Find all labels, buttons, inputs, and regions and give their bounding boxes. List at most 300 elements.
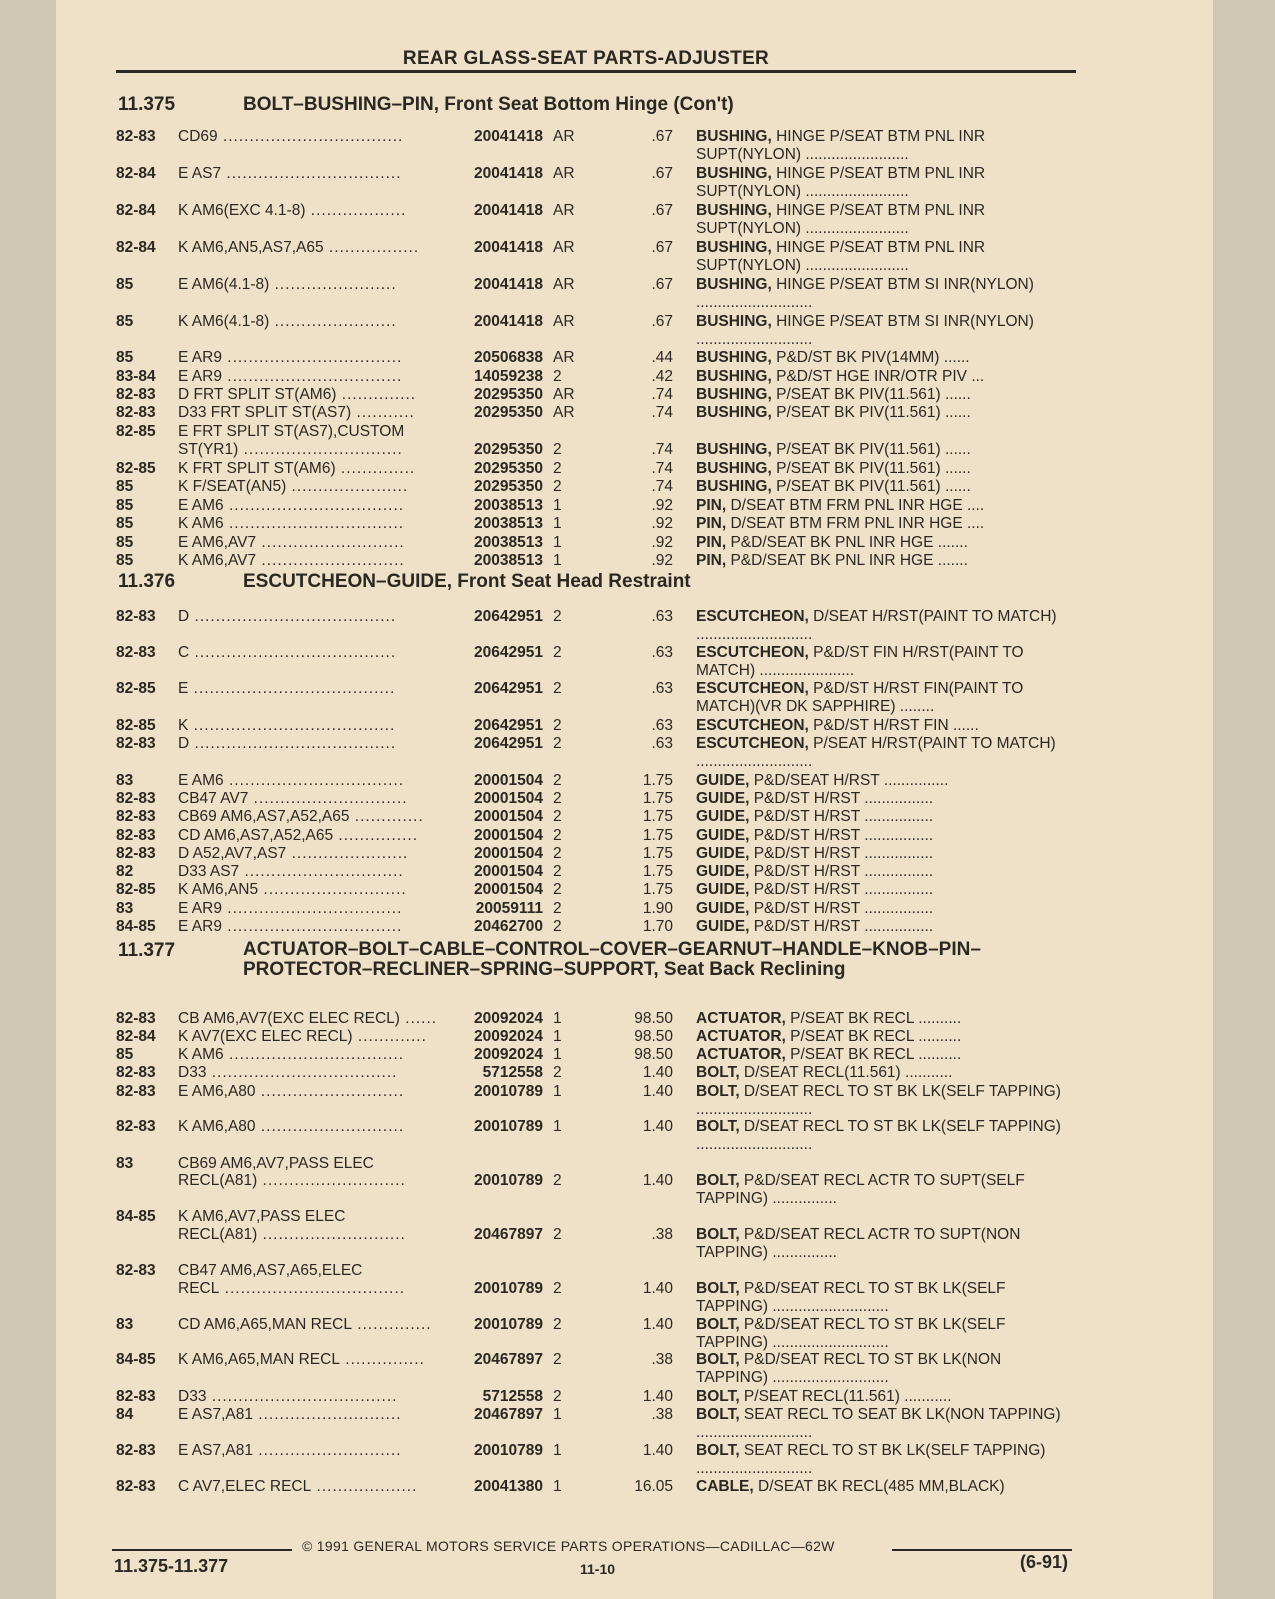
part-detail: P&D/ST H/RST ................ bbox=[749, 790, 934, 807]
part-number: 20041418 bbox=[474, 128, 543, 145]
model-cell bbox=[178, 534, 448, 552]
model-text: CB69 AM6,AS7,A52,A65 bbox=[178, 808, 350, 825]
price: .67 bbox=[651, 276, 673, 293]
section-heading bbox=[118, 571, 691, 593]
model-text: D33 FRT SPLIT ST(AS7) bbox=[178, 404, 352, 421]
part-number: 20059111 bbox=[475, 900, 543, 917]
part-name: GUIDE, bbox=[696, 772, 750, 789]
model-text: D33 bbox=[178, 1388, 207, 1405]
part-number: 20467897 bbox=[474, 1226, 543, 1243]
model-cell bbox=[178, 368, 448, 386]
year-range: 85 bbox=[116, 552, 134, 569]
leader-dots: ............. bbox=[352, 1028, 427, 1045]
part-detail: P/SEAT BK RECL .......... bbox=[785, 1046, 962, 1063]
price: .92 bbox=[651, 515, 673, 532]
table-row bbox=[116, 1316, 1076, 1351]
part-number: 20642951 bbox=[474, 644, 543, 661]
leader-dots: ........................... bbox=[257, 1226, 406, 1243]
leader-dots: ................................. bbox=[221, 165, 402, 182]
table-row bbox=[116, 239, 1076, 274]
description bbox=[696, 515, 1076, 533]
quantity: 1 bbox=[553, 534, 562, 551]
price: 98.50 bbox=[634, 1046, 673, 1063]
description bbox=[696, 1046, 1076, 1064]
model-text: RECL bbox=[178, 1280, 220, 1297]
model-text: CD AM6,AS7,A52,A65 bbox=[178, 827, 334, 844]
leader-dots: ........................... bbox=[252, 1406, 402, 1423]
model-cell bbox=[178, 1208, 448, 1226]
part-number: 20295350 bbox=[474, 404, 543, 421]
part-detail: P/SEAT BK PIV(11.561) ...... bbox=[771, 386, 971, 403]
model-text: E AM6,A80 bbox=[178, 1083, 256, 1100]
quantity: 2 bbox=[553, 717, 562, 734]
part-detail: P/SEAT BK PIV(11.561) ...... bbox=[771, 478, 971, 495]
price: .92 bbox=[651, 534, 673, 551]
model-text: CB47 AV7 bbox=[178, 790, 249, 807]
description bbox=[696, 900, 1076, 918]
leader-dots: ................... bbox=[311, 1478, 418, 1495]
leader-dots: ...................................... bbox=[189, 608, 397, 625]
model-text: D33 bbox=[178, 1064, 207, 1081]
table-row bbox=[116, 497, 1076, 515]
year-range: 82-85 bbox=[116, 680, 156, 697]
part-name: PIN, bbox=[696, 534, 727, 551]
year-range: 82-83 bbox=[116, 608, 156, 625]
part-detail: D/SEAT RECL TO ST BK LK(SELF TAPPING) ........................... bbox=[696, 1083, 1061, 1118]
part-name: BUSHING, bbox=[696, 460, 772, 477]
part-detail: P/SEAT BK PIV(11.561) ...... bbox=[771, 460, 971, 477]
part-number: 20038513 bbox=[474, 497, 543, 514]
leader-dots: ............................. bbox=[248, 790, 408, 807]
leader-dots: ...................................... bbox=[189, 644, 397, 661]
table-row bbox=[116, 1280, 1076, 1315]
quantity: AR bbox=[553, 165, 575, 182]
model-cell bbox=[178, 1118, 448, 1136]
description bbox=[696, 808, 1076, 826]
part-number: 20642951 bbox=[474, 608, 543, 625]
section-title: BOLT–BUSHING–PIN, Front Seat Bottom Hinge (Con't) bbox=[243, 94, 734, 115]
leader-dots: ............... bbox=[333, 827, 418, 844]
quantity: AR bbox=[553, 404, 575, 421]
part-number: 20010789 bbox=[474, 1083, 543, 1100]
part-detail: P/SEAT BK RECL .......... bbox=[785, 1010, 962, 1027]
description bbox=[696, 1028, 1076, 1046]
year-range: 82-83 bbox=[116, 845, 156, 862]
description bbox=[696, 1172, 1076, 1208]
table-row bbox=[116, 313, 1076, 348]
part-detail: D/SEAT RECL(11.561) ........... bbox=[739, 1064, 953, 1081]
model-cell bbox=[178, 497, 448, 515]
description bbox=[696, 478, 1076, 496]
part-detail: P&D/SEAT H/RST ............... bbox=[749, 772, 949, 789]
quantity: 2 bbox=[553, 644, 562, 661]
price: .63 bbox=[651, 680, 673, 697]
price: .67 bbox=[651, 313, 673, 330]
table-row bbox=[116, 276, 1076, 311]
leader-dots: .............. bbox=[335, 460, 416, 477]
part-number: 5712558 bbox=[482, 1064, 543, 1081]
part-detail: P/SEAT RECL(11.561) ........... bbox=[739, 1388, 952, 1405]
table-row bbox=[116, 423, 1076, 441]
model-cell bbox=[178, 790, 448, 808]
quantity: 2 bbox=[553, 790, 562, 807]
part-name: BOLT, bbox=[696, 1083, 740, 1100]
section-title: ACTUATOR–BOLT–CABLE–CONTROL–COVER–GEARNUT–HANDLE–KNOB–PIN–PROTECTOR–RECLINER–SPRING–SUPPORT, Seat Back Reclining bbox=[243, 939, 981, 980]
year-range: 82-85 bbox=[116, 717, 156, 734]
quantity: AR bbox=[553, 349, 575, 366]
part-detail: P&D/SEAT RECL ACTR TO SUPT(SELF TAPPING) ............... bbox=[696, 1172, 1025, 1207]
quantity: AR bbox=[553, 276, 575, 293]
leader-dots: .............................. bbox=[239, 863, 404, 880]
table-row bbox=[116, 1028, 1076, 1046]
part-detail: D/SEAT BTM FRM PNL INR HGE .... bbox=[726, 497, 985, 514]
leader-dots: ................................. bbox=[221, 900, 403, 917]
description bbox=[696, 349, 1076, 367]
table-row bbox=[116, 128, 1076, 163]
table-row bbox=[116, 1172, 1076, 1207]
table-row bbox=[116, 1351, 1076, 1386]
table-row bbox=[116, 165, 1076, 200]
quantity: AR bbox=[553, 239, 575, 256]
year-range: 83 bbox=[116, 772, 134, 789]
part-detail: P&D/ST HGE INR/OTR PIV ... bbox=[771, 368, 985, 385]
description bbox=[696, 717, 1076, 735]
year-range: 83 bbox=[116, 1316, 134, 1333]
quantity: 2 bbox=[553, 1064, 562, 1081]
table-row bbox=[116, 1155, 1076, 1173]
year-range: 82-84 bbox=[116, 202, 156, 219]
leader-dots: ........................... bbox=[256, 534, 405, 551]
part-name: BUSHING, bbox=[696, 441, 772, 458]
price: .74 bbox=[651, 460, 673, 477]
part-name: BUSHING, bbox=[696, 313, 772, 330]
description bbox=[696, 881, 1076, 899]
part-name: BUSHING, bbox=[696, 128, 772, 145]
description bbox=[696, 1316, 1076, 1352]
part-detail: P&D/SEAT BK PNL INR HGE ....... bbox=[726, 534, 968, 551]
price: 1.70 bbox=[642, 918, 673, 935]
year-range: 82-83 bbox=[116, 1388, 156, 1405]
footer-date: (6-91) bbox=[1020, 1552, 1069, 1572]
model-text: K AM6,A65,MAN RECL bbox=[178, 1351, 340, 1368]
part-detail: P&D/ST H/RST ................ bbox=[749, 827, 934, 844]
part-number: 14059238 bbox=[474, 368, 543, 385]
quantity: 2 bbox=[553, 735, 562, 752]
part-name: BOLT, bbox=[696, 1442, 740, 1459]
price: .67 bbox=[651, 239, 673, 256]
model-cell bbox=[178, 239, 448, 257]
description bbox=[696, 497, 1076, 515]
quantity: 2 bbox=[553, 441, 562, 458]
leader-dots: ........................... bbox=[255, 1083, 405, 1100]
description bbox=[696, 460, 1076, 478]
part-number: 20001504 bbox=[474, 827, 543, 844]
description bbox=[696, 239, 1076, 275]
section-heading bbox=[118, 940, 1018, 980]
part-number: 20642951 bbox=[474, 680, 543, 697]
part-number: 20001504 bbox=[474, 772, 543, 789]
part-name: ESCUTCHEON, bbox=[696, 717, 809, 734]
price: 1.40 bbox=[642, 1388, 673, 1405]
year-range: 83-84 bbox=[116, 368, 156, 385]
part-name: GUIDE, bbox=[696, 845, 750, 862]
part-name: BUSHING, bbox=[696, 276, 772, 293]
model-text: E AR9 bbox=[178, 918, 222, 935]
description bbox=[696, 165, 1076, 201]
table-row bbox=[116, 1388, 1076, 1406]
model-text: K AM6,AV7,PASS ELEC bbox=[178, 1208, 346, 1225]
model-text: E AR9 bbox=[178, 368, 222, 385]
leader-dots: .............. bbox=[336, 386, 417, 403]
description bbox=[696, 1406, 1076, 1442]
quantity: 1 bbox=[553, 1010, 562, 1027]
part-name: GUIDE, bbox=[696, 900, 750, 917]
year-range: 82-83 bbox=[116, 827, 156, 844]
model-text: E bbox=[178, 680, 189, 697]
price: 1.75 bbox=[642, 808, 673, 825]
quantity: 1 bbox=[553, 515, 562, 532]
year-range: 83 bbox=[116, 900, 134, 917]
leader-dots: ...................... bbox=[286, 478, 409, 495]
price: 1.40 bbox=[642, 1172, 673, 1189]
part-name: PIN, bbox=[696, 497, 727, 514]
section-title: ESCUTCHEON–GUIDE, Front Seat Head Restraint bbox=[243, 571, 691, 592]
year-range: 82-85 bbox=[116, 423, 156, 440]
year-range: 84 bbox=[116, 1406, 134, 1423]
model-cell bbox=[178, 772, 448, 790]
part-number: 20092024 bbox=[474, 1028, 543, 1045]
part-name: ESCUTCHEON, bbox=[696, 680, 809, 697]
year-range: 82 bbox=[116, 863, 134, 880]
price: .44 bbox=[651, 349, 673, 366]
quantity: 1 bbox=[553, 1478, 562, 1495]
part-name: BOLT, bbox=[696, 1172, 740, 1189]
table-row bbox=[116, 735, 1076, 770]
section-number: 11.376 bbox=[118, 571, 176, 592]
leader-dots: ....................... bbox=[269, 276, 397, 293]
price: .63 bbox=[651, 717, 673, 734]
model-cell bbox=[178, 1316, 448, 1334]
description bbox=[696, 644, 1076, 680]
part-detail: HINGE P/SEAT BTM PNL INR SUPT(NYLON) ........................ bbox=[696, 202, 986, 237]
description bbox=[696, 276, 1076, 312]
price: 16.05 bbox=[634, 1478, 673, 1495]
part-name: BUSHING, bbox=[696, 202, 772, 219]
part-name: BOLT, bbox=[696, 1316, 740, 1333]
model-text: E AM6,AV7 bbox=[178, 534, 257, 551]
part-detail: P&D/ST FIN H/RST(PAINT TO MATCH) ...................... bbox=[696, 644, 1024, 679]
leader-dots: ............. bbox=[349, 808, 424, 825]
model-cell bbox=[178, 1388, 448, 1406]
model-cell bbox=[178, 808, 448, 826]
model-cell bbox=[178, 717, 448, 735]
table-row bbox=[116, 827, 1076, 845]
model-text: RECL(A81) bbox=[178, 1172, 258, 1189]
description bbox=[696, 863, 1076, 881]
table-row bbox=[116, 863, 1076, 881]
table-row bbox=[116, 386, 1076, 404]
quantity: 2 bbox=[553, 863, 562, 880]
model-cell bbox=[178, 478, 448, 496]
price: .63 bbox=[651, 644, 673, 661]
part-detail: P&D/ST H/RST ................ bbox=[749, 863, 934, 880]
model-text: E AS7,A81 bbox=[178, 1442, 253, 1459]
model-cell bbox=[178, 1406, 448, 1424]
model-cell bbox=[178, 128, 448, 146]
model-cell bbox=[178, 515, 448, 533]
price: 1.90 bbox=[642, 900, 673, 917]
model-cell bbox=[178, 165, 448, 183]
table-row bbox=[116, 1083, 1076, 1118]
table-row bbox=[116, 1046, 1076, 1064]
part-detail: P&D/ST H/RST FIN ...... bbox=[808, 717, 979, 734]
part-name: BUSHING, bbox=[696, 239, 772, 256]
leader-dots: .................................. bbox=[217, 128, 404, 145]
leader-dots: ........................... bbox=[257, 1172, 406, 1189]
part-detail: P/SEAT BK RECL .......... bbox=[785, 1028, 962, 1045]
model-text: K bbox=[178, 717, 189, 734]
model-cell bbox=[178, 1028, 448, 1046]
quantity: 2 bbox=[553, 608, 562, 625]
leader-dots: ................................. bbox=[221, 368, 403, 385]
quantity: 2 bbox=[553, 900, 562, 917]
quantity: 2 bbox=[553, 460, 562, 477]
part-detail: P/SEAT H/RST(PAINT TO MATCH) ........................... bbox=[696, 735, 1056, 770]
price: .92 bbox=[651, 497, 673, 514]
footer-section-range: 11.375-11.377 bbox=[114, 1556, 229, 1576]
part-detail: P&D/ST H/RST ................ bbox=[749, 808, 934, 825]
description bbox=[696, 1351, 1076, 1387]
price: 1.75 bbox=[642, 845, 673, 862]
description bbox=[696, 1118, 1076, 1154]
model-cell bbox=[178, 735, 448, 753]
part-number: 20295350 bbox=[474, 478, 543, 495]
description bbox=[696, 1083, 1076, 1119]
description bbox=[696, 735, 1076, 771]
description bbox=[696, 790, 1076, 808]
part-name: BUSHING, bbox=[696, 386, 772, 403]
price: 1.40 bbox=[642, 1083, 673, 1100]
quantity: 1 bbox=[553, 497, 562, 514]
page-header: REAR GLASS-SEAT PARTS-ADJUSTER bbox=[402, 48, 770, 69]
price: .67 bbox=[651, 165, 673, 182]
quantity: 2 bbox=[553, 1388, 562, 1405]
model-cell bbox=[178, 608, 448, 626]
table-row bbox=[116, 808, 1076, 826]
year-range: 82-83 bbox=[116, 386, 156, 403]
model-text: CD AM6,A65,MAN RECL bbox=[178, 1316, 352, 1333]
model-cell bbox=[178, 1172, 448, 1190]
year-range: 85 bbox=[116, 515, 134, 532]
price: .63 bbox=[651, 735, 673, 752]
price: .74 bbox=[651, 386, 673, 403]
year-range: 85 bbox=[116, 1046, 134, 1063]
price: .38 bbox=[651, 1226, 673, 1243]
model-cell bbox=[178, 1046, 448, 1064]
description bbox=[696, 772, 1076, 790]
model-text: E AM6 bbox=[178, 497, 224, 514]
quantity: 1 bbox=[553, 552, 562, 569]
part-name: ESCUTCHEON, bbox=[696, 735, 809, 752]
leader-dots: ................. bbox=[323, 239, 420, 256]
part-detail: D/SEAT BTM FRM PNL INR HGE .... bbox=[726, 515, 985, 532]
model-text: D33 AS7 bbox=[178, 863, 240, 880]
part-detail: P&D/ST H/RST ................ bbox=[749, 845, 934, 862]
year-range: 84-85 bbox=[116, 1351, 156, 1368]
model-text: CD69 bbox=[178, 128, 218, 145]
table-row bbox=[116, 349, 1076, 367]
table-row bbox=[116, 1442, 1076, 1477]
description bbox=[696, 441, 1076, 459]
part-detail: P&D/ST H/RST ................ bbox=[749, 900, 934, 917]
year-range: 84-85 bbox=[116, 1208, 156, 1225]
model-cell bbox=[178, 918, 448, 936]
price: 1.75 bbox=[642, 827, 673, 844]
quantity: 2 bbox=[553, 918, 562, 935]
model-cell bbox=[178, 845, 448, 863]
price: 1.75 bbox=[642, 790, 673, 807]
model-text: K AM6 bbox=[178, 515, 224, 532]
year-range: 82-84 bbox=[116, 1028, 156, 1045]
quantity: AR bbox=[553, 386, 575, 403]
table-row bbox=[116, 202, 1076, 237]
description bbox=[696, 404, 1076, 422]
price: 1.75 bbox=[642, 881, 673, 898]
model-text: CB AM6,AV7(EXC ELEC RECL) bbox=[178, 1010, 400, 1027]
price: 1.40 bbox=[642, 1064, 673, 1081]
part-number: 5712558 bbox=[482, 1388, 543, 1405]
table-row bbox=[116, 552, 1076, 570]
part-name: BUSHING, bbox=[696, 165, 772, 182]
part-number: 20010789 bbox=[474, 1442, 543, 1459]
description bbox=[696, 1010, 1076, 1028]
model-text: K AM6 bbox=[178, 1046, 224, 1063]
catalog-page bbox=[56, 0, 1213, 1599]
model-cell bbox=[178, 1478, 448, 1496]
description bbox=[696, 552, 1076, 570]
leader-dots: .................. bbox=[305, 202, 407, 219]
model-cell bbox=[178, 680, 448, 698]
part-number: 20295350 bbox=[474, 441, 543, 458]
leader-dots: ................................... bbox=[206, 1064, 398, 1081]
leader-dots: ........................... bbox=[252, 1442, 402, 1459]
price: 98.50 bbox=[634, 1010, 673, 1027]
price: .67 bbox=[651, 202, 673, 219]
part-number: 20041380 bbox=[474, 1478, 543, 1495]
description bbox=[696, 534, 1076, 552]
description bbox=[696, 918, 1076, 936]
part-detail: P&D/SEAT RECL TO ST BK LK(SELF TAPPING) ........................... bbox=[696, 1280, 1006, 1315]
year-range: 85 bbox=[116, 276, 134, 293]
table-row bbox=[116, 478, 1076, 496]
table-row bbox=[116, 441, 1076, 459]
model-text: C AV7,ELEC RECL bbox=[178, 1478, 312, 1495]
part-number: 20295350 bbox=[474, 460, 543, 477]
quantity: 2 bbox=[553, 1226, 562, 1243]
quantity: 2 bbox=[553, 478, 562, 495]
model-cell bbox=[178, 386, 448, 404]
part-name: GUIDE, bbox=[696, 808, 750, 825]
leader-dots: ................................. bbox=[221, 918, 403, 935]
part-name: GUIDE, bbox=[696, 881, 750, 898]
part-number: 20038513 bbox=[474, 515, 543, 532]
part-name: BOLT, bbox=[696, 1118, 740, 1135]
table-row bbox=[116, 900, 1076, 918]
quantity: 1 bbox=[553, 1028, 562, 1045]
part-number: 20010789 bbox=[474, 1316, 543, 1333]
part-number: 20092024 bbox=[474, 1010, 543, 1027]
year-range: 82-85 bbox=[116, 460, 156, 477]
